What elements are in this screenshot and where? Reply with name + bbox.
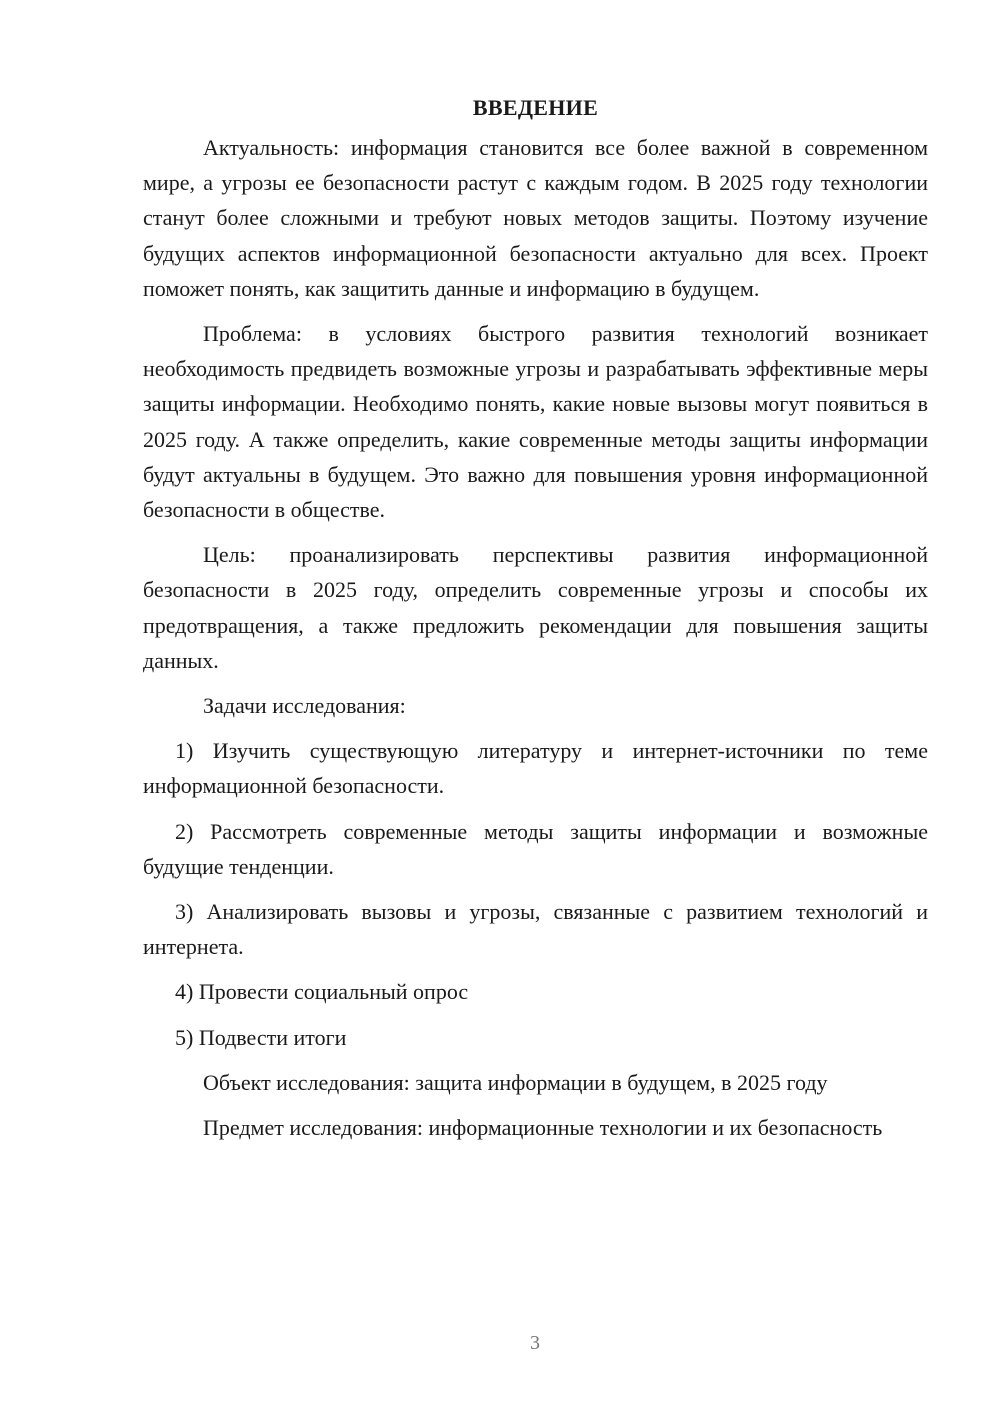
- page-number: 3: [530, 1332, 540, 1354]
- problem-paragraph: Проблема: в условиях быстрого развития технологий возникает необходимость предвидеть возможные угрозы и разрабатывать эффективные меры защиты информации. Необходимо понять, какие новые вызовы могут появиться в 2025 году. А также определить, какие современные методы защиты информации будут актуальны в будущем. Это важно для повышения уровня информационной безопасности в обществе.: [143, 321, 928, 523]
- task-item: 5) Подвести итоги: [175, 1024, 347, 1050]
- section-title: ВВЕДЕНИЕ: [472, 95, 599, 120]
- task-item: 2) Рассмотреть современные методы защиты информации и возможные будущие тенденции.: [143, 818, 928, 879]
- goal-paragraph: Цель: проанализировать перспективы развития информационной безопасности в 2025 году, определить современные угрозы и способы их предотвращения, а также предложить рекомендации для повышения защиты данных.: [143, 542, 928, 673]
- tasks-heading: Задачи исследования:: [203, 693, 406, 719]
- research-object-paragraph: Объект исследования: защита информации в будущем, в 2025 году: [203, 1069, 828, 1095]
- task-item: 1) Изучить существующую литературу и интернет-источники по теме информационной безопасности.: [143, 738, 928, 799]
- research-subject-paragraph: Предмет исследования: информационные технологии и их безопасность: [203, 1115, 883, 1141]
- task-item: 3) Анализировать вызовы и угрозы, связанные с развитием технологий и интернета.: [143, 899, 928, 960]
- document-page: [143, 90, 928, 1155]
- task-item: 4) Провести социальный опрос: [175, 979, 469, 1005]
- relevance-paragraph: Актуальность: информация становится все более важной в современном мире, а угрозы ее безопасности растут с каждым годом. В 2025 году технологии станут более сложными и требуют новых методов защиты. Поэтому изучение будущих аспектов информационной безопасности актуально для всех. Проект поможет понять, как защитить данные и информацию в будущем.: [143, 135, 928, 301]
